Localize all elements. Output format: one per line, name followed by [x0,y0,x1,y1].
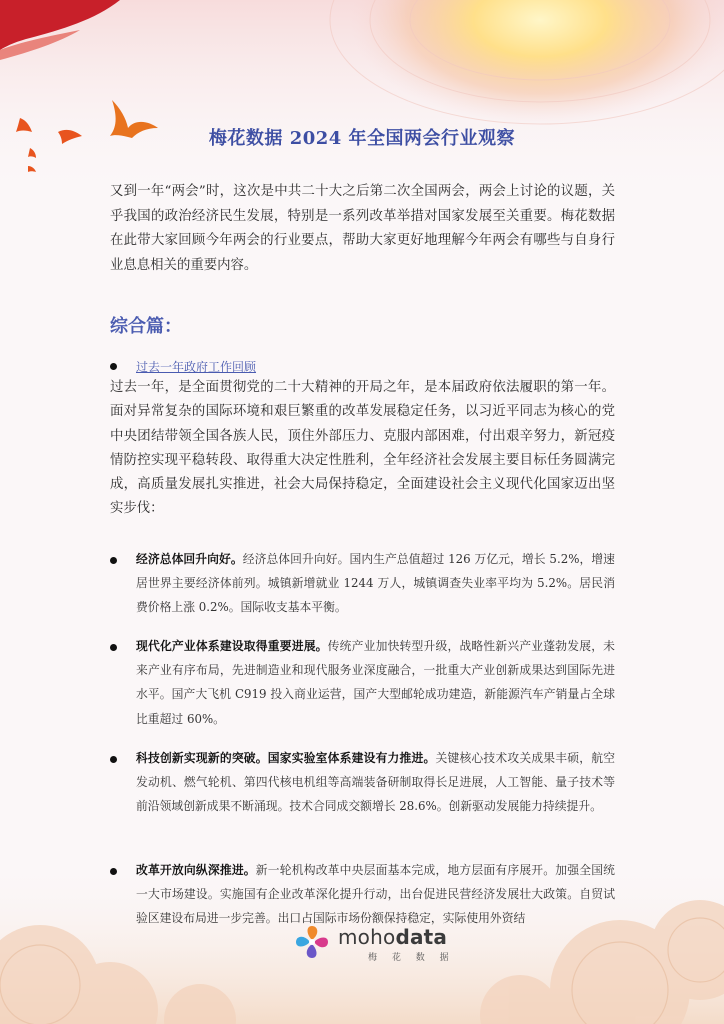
item-heading: 改革开放向纵深推进。 [136,863,256,877]
bullet-icon [110,644,117,651]
bullet-icon [110,756,117,763]
review-paragraph: 过去一年，是全面贯彻党的二十大精神的开局之年，是本届政府依法履职的第一年。面对异常复杂的国际环境和艰巨繁重的改革发展稳定任务，以习近平同志为核心的党中央团结带领全国各族人民，顶住外部压力、克服内部困难，付出艰辛努力，新冠疫情防控实现平稳转段、取得重大决定性胜利，全年经济社会发展主要目标任务圆满完成，高质量发展扎实推进，社会大局保持稳定，全面建设社会主义现代化国家迈出坚实步伐： [110,380,615,517]
item-text: 经济总体回升向好。国内生产总值超过 126 万亿元，增长 5.2%，增速居世界主要经济体前列。城镇新增就业 1244 万人，城镇调查失业率平均为 5.2%。居民消费价格上涨 0.2%。国际收支基本平衡。 [136,552,615,615]
brand-wordmark: mohodata [338,925,448,949]
bullet-icon [110,363,117,370]
list-item [136,634,615,731]
brand-subtitle: 梅 花 数 据 [368,953,455,963]
intro-paragraph: 又到一年“两会”时，这次是中共二十大之后第二次全国两会，两会上讨论的议题，关乎我国的政治经济民生发展，特别是一系列改革举措对国家发展至关重要。梅花数据在此带大家回顾今年两会的行业要点，帮助大家更好地理解今年两会有哪些与自身行业息息相关的重要内容。 [110,184,615,273]
item-heading: 现代化产业体系建设取得重要进展。 [136,639,328,653]
review-link[interactable]: 过去一年政府工作回顾 [136,360,257,374]
item-text: 关键核心技术攻关成果丰硕，航空发动机、燃气轮机、第四代核电机组等高端装备研制取得长足进展，人工智能、量子技术等前沿领域创新成果不断涌现。技术合同成交额增长 28.6%。创新驱动发展能力持续提升。 [136,751,615,814]
bullet-icon [110,868,117,875]
list-item [136,547,615,620]
item-text: 传统产业加快转型升级，战略性新兴产业蓬勃发展，未来产业有序布局，先进制造业和现代服务业深度融合，一批重大产业创新成果达到国际先进水平。国产大飞机 C919 投入商业运营，国产大型邮轮成功建造，新能源汽车产销量占全球比重超过 60%。 [136,639,615,726]
item-heading: 经济总体回升向好。 [136,552,243,566]
bullet-icon [110,557,117,564]
list-item [136,746,615,819]
section-heading: 综合篇： [110,316,182,337]
item-text: 新一轮机构改革中央层面基本完成，地方层面有序展开。加强全国统一大市场建设。实施国有企业改革深化提升行动，出台促进民营经济发展壮大政策。自贸试验区建设布局进一步完善。出口占国际市场份额保持稳定，实际使用外资结 [136,863,615,926]
mohodata-logo-icon [292,922,332,962]
item-heading: 科技创新实现新的突破。国家实验室体系建设有力推进。 [136,751,436,765]
list-item [136,858,615,930]
document-title: 梅花数据 2024 年全国两会行业观察 [208,128,516,149]
